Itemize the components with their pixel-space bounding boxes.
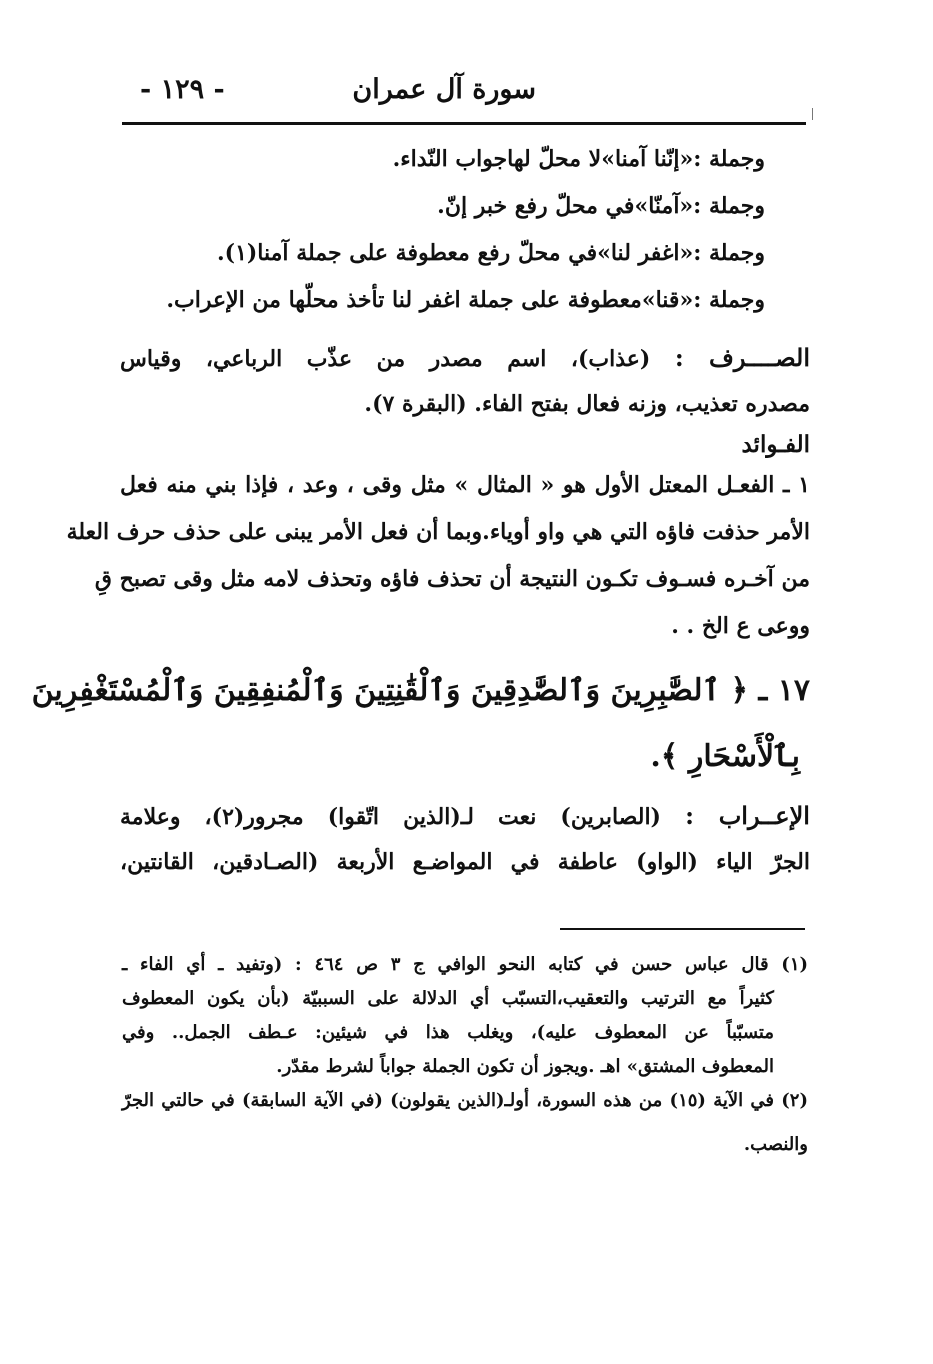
sarf-line bbox=[120, 334, 810, 381]
footnote-line: متسبّباً عن المعطوف عليه)، ويغلب هذا في شيئين: عـطف الجمل.. وفي bbox=[122, 1022, 774, 1043]
spacer bbox=[120, 324, 810, 334]
irab-line: الجرّ الياء (الواو) عاطفة في المواضـع الأربعة (الصـادقين، القانتين، bbox=[120, 849, 810, 875]
surah-title: سورة آل عمران bbox=[352, 74, 536, 105]
fawaid-heading: الفـوائد bbox=[741, 431, 810, 458]
footnote-line: كثيراً مع الترتيب والتعقيب،التسبّب أي الدلالة على السببيّة (بأن يكون المعطوف bbox=[122, 988, 774, 1009]
fawaid-line: الأمر حذفت فاؤه التي هي واو أوياء.وبما أن فعل الأمر يبنى على حذف حرف العلة bbox=[66, 519, 810, 545]
irab-sentence-line: وجملة :«قنا»معطوفة على جملة اغفر لنا تأخذ محلّها من الإعراب. bbox=[166, 287, 765, 313]
sarf-text: (عذاب)، اسم مصدر من عذّب الرباعي، وقياس bbox=[120, 346, 651, 372]
sarf-label: الصــــرف : bbox=[674, 343, 810, 372]
page-header bbox=[122, 66, 806, 122]
quran-verse-continuation: بِٱلْأَسْحَارِ ﴾. bbox=[650, 739, 800, 774]
page-number: - ١٢٩ - bbox=[140, 74, 225, 105]
fawaid-line: من آخـره فسـوف تكـون النتيجة أن تحذف فاؤه وتحذف لامه مثل وقى تصبح قِ bbox=[94, 566, 810, 592]
fawaid-line: ١ ـ الفعـل المعتل الأول هو « المثال » مثل وقى ، وعد ، فإذا بني منه فعل bbox=[120, 472, 810, 498]
margin-mark bbox=[812, 108, 813, 120]
footnotes bbox=[122, 948, 808, 1162]
irab-sentence-line: وجملة :«اغفر لنا»في محلّ رفع معطوفة على جملة آمنا(١). bbox=[216, 240, 765, 266]
irab-label: الإعــراب : bbox=[685, 801, 810, 830]
quran-verse: ١٧ ـ ﴿ ٱلصَّٰبِرِينَ وَٱلصَّٰدِقِينَ وَٱلْقَٰنِتِينَ وَٱلْمُنفِقِينَ وَٱلْمُسْتَغْفِرِينَ bbox=[31, 673, 810, 708]
main-text bbox=[31, 136, 810, 886]
spacer bbox=[120, 650, 810, 660]
header-rule bbox=[122, 122, 806, 125]
footnote-line: (١) قال عباس حسن في كتابه النحو الوافي ج ٣ ص ٤٦٤ : (وتفيد ـ أي الفاء ـ bbox=[122, 954, 809, 975]
footnote-line: (٢) في الآية (١٥) من هذه السورة، أولـ(الذين يقولون) (في الآية السابقة) في حالتي الجرّ bbox=[122, 1090, 808, 1111]
irab-text: (الصابرين) نعت لـ(الذين اتّقوا) مجرور(٢)، وعلامة bbox=[120, 804, 661, 830]
irab-sentence-line: وجملة :«آمنّا»في محلّ رفع خبر إنّ. bbox=[437, 193, 765, 219]
irab-line bbox=[120, 792, 810, 839]
footnote-line: المعطوف المشتق» اهـ .ويجوز أن تكون الجملة جواباً لشرط مقدّر. bbox=[276, 1056, 774, 1077]
footnote-line: والنصب. bbox=[743, 1134, 808, 1155]
footnote-rule bbox=[560, 928, 805, 930]
sarf-line: مصدره تعذيب، وزنه فعال بفتح الفاء. (البقرة ٧). bbox=[364, 391, 810, 417]
irab-sentence-line: وجملة :«إنّنا آمنا»لا محلّ لهاجواب النّداء. bbox=[392, 146, 765, 172]
spacer bbox=[122, 1118, 808, 1128]
fawaid-line: ووعى ع الخ . . bbox=[671, 613, 810, 639]
